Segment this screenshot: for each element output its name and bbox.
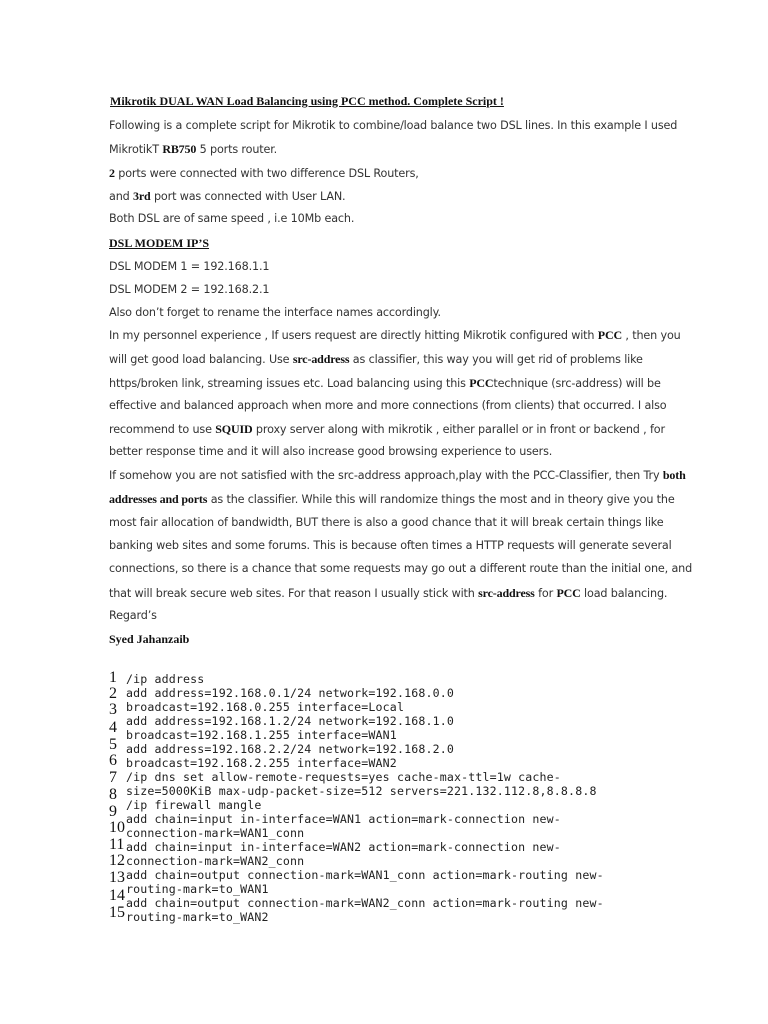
rename-note: Also don’t forget to rename the interface names accordingly. <box>109 306 441 319</box>
code-line: add chain=output connection-mark=WAN1_conn action=mark-routing new- <box>126 868 604 882</box>
code-line: routing-mark=to_WAN2 <box>126 910 269 924</box>
experience-line-3: https/broken link, streaming issues etc. Load balancing using this PCCtechnique (src-address) will be <box>109 376 661 390</box>
code-line: add address=192.168.1.2/24 network=192.168.1.0 <box>126 714 454 728</box>
code-line: broadcast=192.168.0.255 interface=Local <box>126 700 405 714</box>
intro-line-2: MikrotikT RB750 5 ports router. <box>109 142 278 156</box>
experience-line-6: better response time and it will also increase good browsing experience to users. <box>109 445 553 458</box>
line-number: 12 <box>109 852 125 869</box>
code-line: add address=192.168.2.2/24 network=192.168.2.0 <box>126 742 454 756</box>
ports-line-2: and 3rd port was connected with User LAN. <box>109 189 346 203</box>
classifier-line-2: addresses and ports as the classifier. While this will randomize things the most and in theory give you the <box>109 492 675 506</box>
experience-line-5: recommend to use SQUID proxy server along with mikrotik , either parallel or in front or backend , for <box>109 422 665 436</box>
code-line: /ip dns set allow-remote-requests=yes cache-max-ttl=1w cache- <box>126 770 561 784</box>
document-title: Mikrotik DUAL WAN Load Balancing using PCC method. Complete Script ! <box>110 94 504 108</box>
code-line: routing-mark=to_WAN1 <box>126 882 269 896</box>
experience-line-4: effective and balanced approach when more and more connections (from clients) that occurred. I also <box>109 399 667 412</box>
line-number: 2 <box>109 685 117 702</box>
code-line: add chain=output connection-mark=WAN2_conn action=mark-routing new- <box>126 896 604 910</box>
line-number: 10 <box>109 819 125 836</box>
modem-1: DSL MODEM 1 = 192.168.1.1 <box>109 260 270 273</box>
code-line: /ip address <box>126 672 205 686</box>
experience-line-2: will get good load balancing. Use src-address as classifier, this way you will get rid of problems like <box>109 352 643 366</box>
classifier-line-4: banking web sites and some forums. This is because often times a HTTP requests will generate several <box>109 539 672 552</box>
signature: Syed Jahanzaib <box>109 632 190 646</box>
line-number: 3 <box>109 701 117 718</box>
speed-text: Both DSL are of same speed , i.e 10Mb each. <box>109 212 355 225</box>
line-number: 9 <box>109 803 117 820</box>
ports-line-1: 2 ports were connected with two difference DSL Routers, <box>109 166 419 180</box>
line-number: 1 <box>109 669 117 686</box>
code-line: broadcast=192.168.2.255 interface=WAN2 <box>126 756 397 770</box>
line-number: 6 <box>109 752 117 769</box>
line-number: 13 <box>109 869 125 886</box>
classifier-line-5: connections, so there is a chance that some requests may go out a different route than the initial one, and <box>109 562 693 575</box>
code-line: connection-mark=WAN2_conn <box>126 854 305 868</box>
line-number: 5 <box>109 736 117 753</box>
experience-line-1: In my personnel experience , If users request are directly hitting Mikrotik configured with PCC , then you <box>109 328 681 342</box>
code-line: size=5000KiB max-udp-packet-size=512 servers=221.132.112.8,8.8.8.8 <box>126 784 597 798</box>
classifier-line-6: that will break secure web sites. For that reason I usually stick with src-address for PCC load balancing. <box>109 586 668 600</box>
code-line: add chain=input in-interface=WAN2 action=mark-connection new- <box>126 840 561 854</box>
code-line: add chain=input in-interface=WAN1 action=mark-connection new- <box>126 812 561 826</box>
line-number: 14 <box>109 887 125 904</box>
code-line: broadcast=192.168.1.255 interface=WAN1 <box>126 728 397 742</box>
modem-heading: DSL MODEM IP’S <box>109 236 210 250</box>
line-number: 4 <box>109 719 117 736</box>
code-line: connection-mark=WAN1_conn <box>126 826 305 840</box>
regards-text: Regard’s <box>109 609 157 622</box>
intro-line-1: Following is a complete script for Mikrotik to combine/load balance two DSL lines. In this example I used <box>109 119 678 132</box>
line-number: 8 <box>109 786 117 803</box>
classifier-line-1: If somehow you are not satisfied with the src-address approach,play with the PCC-Classifier, then Try both <box>109 468 686 482</box>
line-number: 15 <box>109 904 125 921</box>
classifier-line-3: most fair allocation of bandwidth, BUT there is also a good chance that it will break certain things like <box>109 516 664 529</box>
code-line: add address=192.168.0.1/24 network=192.168.0.0 <box>126 686 454 700</box>
line-number: 11 <box>109 836 125 853</box>
line-number: 7 <box>109 769 117 786</box>
modem-2: DSL MODEM 2 = 192.168.2.1 <box>109 283 270 296</box>
code-line: /ip firewall mangle <box>126 798 262 812</box>
